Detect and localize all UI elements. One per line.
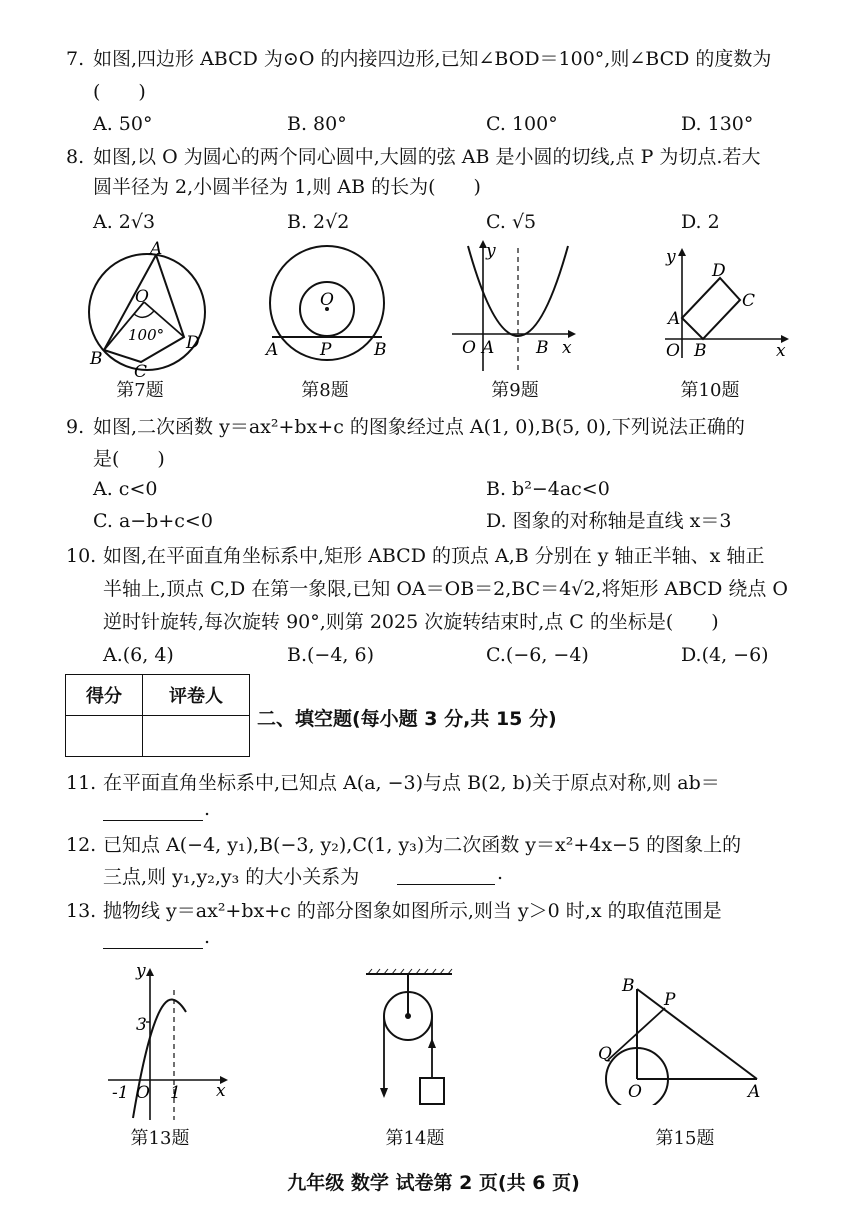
figure-7 [80, 240, 210, 380]
figure-10 [660, 240, 800, 365]
fig10-label-c: C [742, 291, 756, 311]
q13-stem-line1: 抛物线 y＝ax²+bx+c 的部分图象如图所示,则当 y＞0 时,x 的取值范围是 [103, 900, 722, 922]
fig10-y-arrow [678, 248, 686, 256]
fig7-label-angle: 100° [128, 326, 165, 344]
q9-number: 9. [66, 416, 85, 438]
q12-stem-line2: 三点,则 y₁,y₂,y₃ 的大小关系为 [103, 866, 360, 888]
q11-number: 11. [66, 772, 97, 794]
fig15-ab [637, 989, 757, 1079]
figure-13 [100, 960, 240, 1125]
q8-option-c: C. √5 [486, 211, 537, 233]
fig8-label-b: B [374, 340, 387, 360]
q9-option-a: A. c<0 [93, 478, 158, 500]
q9-stem-line2: 是( ) [93, 448, 165, 470]
fig10-rectangle [682, 278, 740, 339]
q7-option-a: A. 50° [93, 113, 153, 135]
q8-stem-line2: 圆半径为 2,小圆半径为 1,则 AB 的长为( ) [93, 176, 481, 198]
q10-option-d: D.(4, −6) [681, 644, 769, 666]
caption-fig7: 第7题 [116, 380, 164, 401]
q7-number: 7. [66, 48, 85, 70]
figure-14 [360, 968, 460, 1118]
fig7-label-b: B [90, 349, 103, 369]
fig7-label-o: O [135, 287, 149, 307]
q10-option-a: A.(6, 4) [103, 644, 174, 666]
fig9-label-a: A [482, 338, 495, 358]
fig10-label-b: B [694, 341, 707, 361]
q7-option-c: C. 100° [486, 113, 558, 135]
fig14-arrow-down [380, 1088, 388, 1098]
q13-period: . [204, 926, 211, 948]
q8-number: 8. [66, 146, 85, 168]
figure-8 [262, 245, 402, 365]
fig13-label-minus-one: -1 [112, 1083, 129, 1103]
fig15-label-b: B [622, 976, 635, 996]
fig14-weight [420, 1078, 444, 1104]
caption-fig13: 第13题 [130, 1128, 190, 1149]
q10-option-b: B.(−4, 6) [287, 644, 375, 666]
q9-option-b: B. b²−4ac<0 [486, 478, 610, 500]
fig13-label-1: 1 [170, 1083, 181, 1103]
fig7-quadrilateral [104, 255, 184, 362]
fig9-label-o: O [462, 338, 476, 358]
fig15-label-o: O [628, 1082, 642, 1102]
fig8-label-a: A [266, 340, 279, 360]
q9-stem-line1: 如图,二次函数 y＝ax²+bx+c 的图象经过点 A(1, 0),B(5, 0),下列说法正确的 [93, 416, 745, 438]
q9-option-d: D. 图象的对称轴是直线 x＝3 [486, 510, 732, 532]
section-title-fill-in: 二、填空题(每小题 3 分,共 15 分) [257, 708, 557, 730]
grader-cell [143, 716, 250, 757]
fig13-label-x: x [216, 1081, 226, 1101]
fig9-label-y: y [486, 241, 496, 261]
q10-option-c: C.(−6, −4) [486, 644, 589, 666]
fig7-label-c: C [134, 362, 148, 380]
q7-option-d: D. 130° [681, 113, 754, 135]
grader-header: 评卷人 [143, 675, 250, 716]
page-footer: 九年级 数学 试卷第 2 页(共 6 页) [287, 1172, 580, 1194]
fig13-label-y: y [136, 961, 146, 981]
fig13-label-3: 3 [136, 1015, 147, 1035]
score-table [65, 674, 250, 757]
fig7-label-a: A [150, 240, 163, 259]
q9-option-c: C. a−b+c<0 [93, 510, 213, 532]
fig7-label-d: D [186, 333, 200, 353]
q10-number: 10. [66, 545, 97, 567]
fig13-label-o: O [136, 1083, 150, 1103]
q10-stem-line3: 逆时针旋转,每次旋转 90°,则第 2025 次旋转结束时,点 C 的坐标是( ) [103, 611, 719, 633]
figure-15 [592, 975, 772, 1105]
q12-stem-line1: 已知点 A(−4, y₁),B(−3, y₂),C(1, y₃)为二次函数 y＝x²+4x−5 的图象上的 [103, 834, 742, 856]
q7-option-b: B. 80° [287, 113, 347, 135]
fig10-label-a: A [668, 309, 681, 329]
fig10-label-o: O [666, 341, 680, 361]
fig8-label-p: P [320, 340, 332, 360]
q8-option-b: B. 2√2 [287, 211, 350, 233]
figure-9 [450, 236, 580, 376]
caption-fig14: 第14题 [385, 1128, 445, 1149]
fig15-label-p: P [664, 990, 676, 1010]
score-header: 得分 [66, 675, 143, 716]
fig8-label-o: O [320, 290, 334, 310]
score-cell [66, 716, 143, 757]
q12-period: . [497, 862, 504, 884]
q12-number: 12. [66, 834, 97, 856]
q8-option-a: A. 2√3 [93, 211, 156, 233]
q10-stem-line1: 如图,在平面直角坐标系中,矩形 ABCD 的顶点 A,B 分别在 y 轴正半轴、x 轴正 [103, 545, 765, 567]
q12-answer-blank[interactable] [397, 884, 495, 885]
q7-stem-line2: ( ) [93, 81, 146, 103]
fig9-label-x: x [562, 338, 572, 358]
fig9-label-b: B [536, 338, 549, 358]
q13-answer-blank[interactable] [103, 948, 203, 949]
caption-fig15: 第15题 [655, 1128, 715, 1149]
q13-number: 13. [66, 900, 97, 922]
fig10-label-y: y [666, 247, 676, 267]
q8-stem-line1: 如图,以 O 为圆心的两个同心圆中,大圆的弦 AB 是小圆的切线,点 P 为切点.若大 [93, 146, 761, 168]
q11-answer-blank[interactable] [103, 820, 203, 821]
fig15-label-a: A [748, 1082, 761, 1102]
caption-fig8: 第8题 [301, 380, 349, 401]
caption-fig9: 第9题 [491, 380, 539, 401]
fig14-axle [405, 1013, 411, 1019]
q10-stem-line2: 半轴上,顶点 C,D 在第一象限,已知 OA＝OB＝2,BC＝4√2,将矩形 ABCD 绕点 O [103, 578, 788, 600]
caption-fig10: 第10题 [680, 380, 740, 401]
fig9-x-arrow [568, 330, 576, 338]
q8-option-d: D. 2 [681, 211, 720, 233]
fig10-label-d: D [712, 261, 726, 281]
q11-period: . [204, 798, 211, 820]
fig14-arrow-up [428, 1038, 436, 1048]
fig13-y-arrow [146, 968, 154, 976]
q7-stem-line1: 如图,四边形 ABCD 为⊙O 的内接四边形,已知∠BOD＝100°,则∠BCD 的度数为 [93, 48, 772, 70]
fig7-angle-arc [134, 311, 154, 317]
fig15-label-q: Q [598, 1044, 612, 1064]
fig10-label-x: x [776, 341, 786, 361]
q11-stem-line1: 在平面直角坐标系中,已知点 A(a, −3)与点 B(2, b)关于原点对称,则 ab＝ [103, 772, 720, 794]
